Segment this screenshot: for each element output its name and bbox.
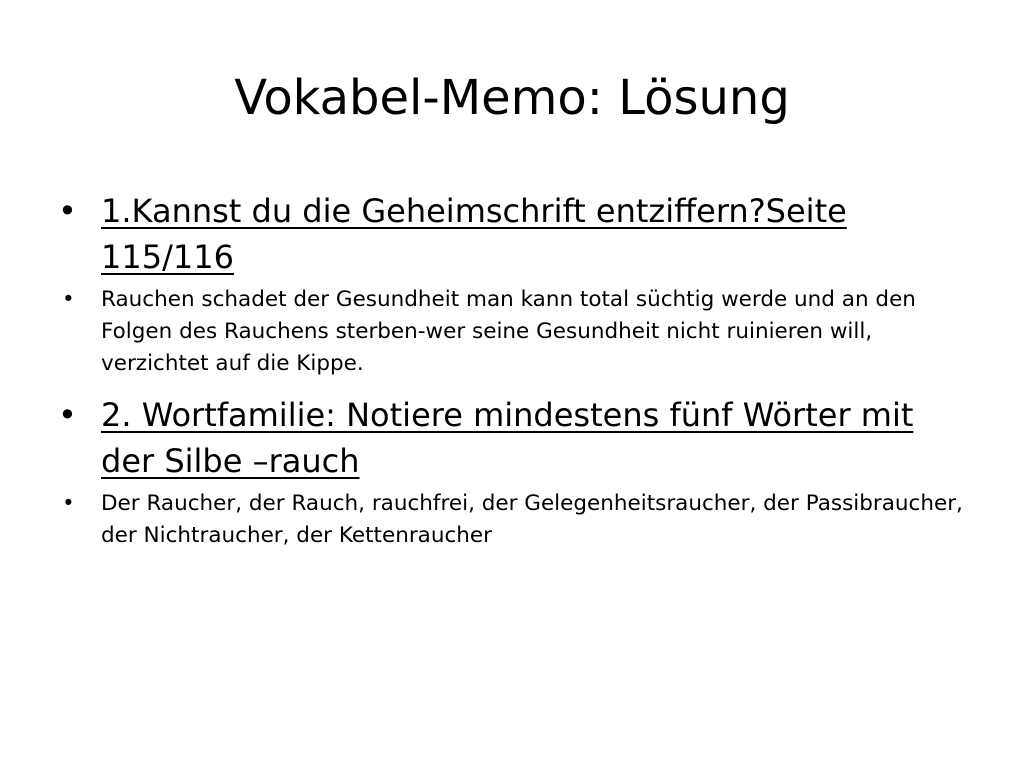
bullet-icon: • bbox=[62, 287, 75, 312]
task-heading-2: 2. Wortfamilie: Notiere mindestens fünf Wörter mit der Silbe –rauch bbox=[101, 396, 914, 480]
slide-title: Vokabel-Memo: Lösung bbox=[234, 70, 790, 126]
answer-text-2: Der Raucher, der Rauch, rauchfrei, der Gelegenheitsraucher, der Passibraucher, der Nichtraucher, der Kettenraucher bbox=[101, 491, 963, 548]
bullet-list bbox=[56, 188, 976, 564]
answer-text-1: Rauchen schadet der Gesundheit man kann total süchtig werde und an den Folgen des Rauchens sterben-wer seine Gesundheit nicht ruinieren will, verzichtet auf die Kippe. bbox=[101, 287, 916, 376]
bullet-icon: • bbox=[58, 192, 77, 230]
bullet-item-answer-1 bbox=[56, 284, 976, 380]
task-heading-1: 1.Kannst du die Geheimschrift entziffern?Seite 115/116 bbox=[101, 192, 847, 276]
bullet-item-task-1 bbox=[56, 188, 976, 280]
bullet-icon: • bbox=[58, 396, 77, 434]
bullet-icon: • bbox=[62, 491, 75, 516]
bullet-item-task-2 bbox=[56, 392, 976, 484]
bullet-item-answer-2 bbox=[56, 488, 976, 552]
